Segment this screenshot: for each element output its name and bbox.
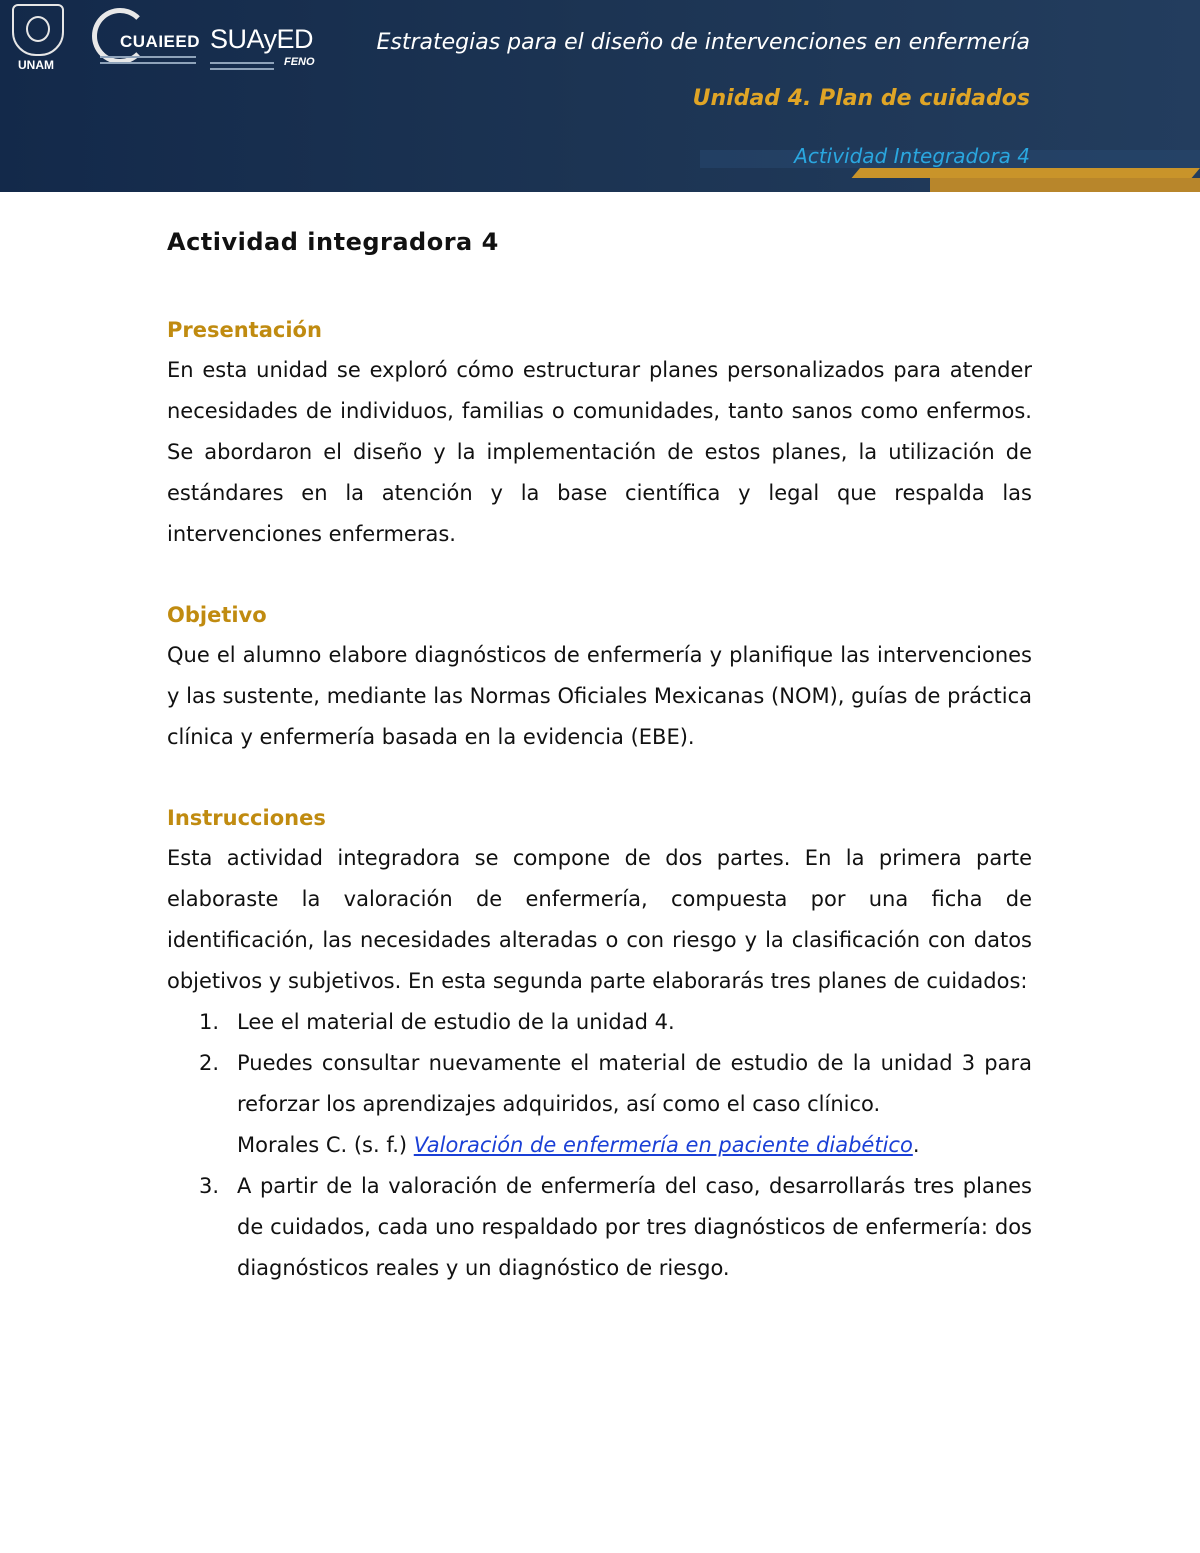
page-header bbox=[0, 0, 1200, 192]
presentation-text: En esta unidad se exploró cómo estructurar planes personalizados para atender necesidades de individuos, familias o comunidades, tanto sanos como enfermos. Se abordaron el diseño y la implementación de estos planes, la utilización de estándares en la atención y la base científica y legal que respalda las intervenciones enfermeras. bbox=[167, 358, 1032, 546]
reference-author: Morales C. (s. f.) bbox=[237, 1133, 414, 1157]
list-item-text: Lee el material de estudio de la unidad 4. bbox=[237, 1010, 675, 1034]
unit-title: Unidad 4. Plan de cuidados bbox=[692, 86, 1030, 111]
document-body bbox=[167, 222, 1032, 1289]
list-item-text: Puedes consultar nuevamente el material de estudio de la unidad 3 para reforzar los aprendizajes adquiridos, así como el caso clínico. bbox=[237, 1051, 1032, 1116]
section-heading-presentation: Presentación bbox=[167, 318, 322, 342]
suayed-logo-text: SUAyED bbox=[210, 24, 314, 54]
list-item bbox=[199, 1043, 1032, 1166]
objective-text: Que el alumno elabore diagnósticos de enfermería y planifique las intervenciones y las sustente, mediante las Normas Oficiales Mexicanas (NOM), guías de práctica clínica y enfermería basada en la evidencia (EBE). bbox=[167, 643, 1032, 749]
suayed-logo bbox=[210, 18, 320, 88]
header-stripe-gold-base bbox=[930, 178, 1200, 192]
document-title: Actividad integradora 4 bbox=[167, 228, 499, 256]
list-item-number: 3. bbox=[199, 1174, 220, 1198]
feno-logo-text: FENO bbox=[284, 56, 315, 68]
header-stripe-gold bbox=[852, 168, 1200, 178]
reference-line bbox=[237, 1125, 1032, 1166]
reference-link[interactable]: Valoración de enfermería en paciente diabético bbox=[413, 1133, 913, 1157]
suayed-subtitle-lines bbox=[210, 62, 274, 70]
cuaieed-logo bbox=[92, 6, 201, 86]
instructions-list bbox=[167, 1002, 1032, 1289]
reference-suffix: . bbox=[912, 1133, 920, 1157]
unam-crest-icon bbox=[12, 4, 64, 56]
list-item bbox=[199, 1002, 1032, 1043]
cuaieed-subtitle-lines bbox=[100, 56, 196, 64]
cuaieed-logo-text: CUAIEED bbox=[120, 32, 201, 51]
instructions-text: Esta actividad integradora se compone de dos partes. En la primera parte elaboraste la valoración de enfermería, compuesta por una ficha de identificación, las necesidades alteradas o con riesgo y la clasificación con datos objetivos y subjetivos. En esta segunda parte elaborarás tres planes de cuidados: bbox=[167, 846, 1032, 993]
unam-logo bbox=[8, 4, 64, 84]
section-heading-objective: Objetivo bbox=[167, 603, 267, 627]
list-item-text: A partir de la valoración de enfermería del caso, desarrollarás tres planes de cuidados, cada uno respaldado por tres diagnósticos de enfermería: dos diagnósticos reales y un diagnóstico de riesgo. bbox=[237, 1174, 1032, 1280]
course-title: Estrategias para el diseño de intervenciones en enfermería bbox=[376, 30, 1030, 55]
unam-logo-text: UNAM bbox=[18, 58, 54, 72]
list-item-number: 1. bbox=[199, 1010, 220, 1034]
section-heading-instructions: Instrucciones bbox=[167, 806, 326, 830]
activity-subtitle: Actividad Integradora 4 bbox=[794, 144, 1030, 168]
list-item bbox=[199, 1166, 1032, 1289]
list-item-number: 2. bbox=[199, 1051, 220, 1075]
